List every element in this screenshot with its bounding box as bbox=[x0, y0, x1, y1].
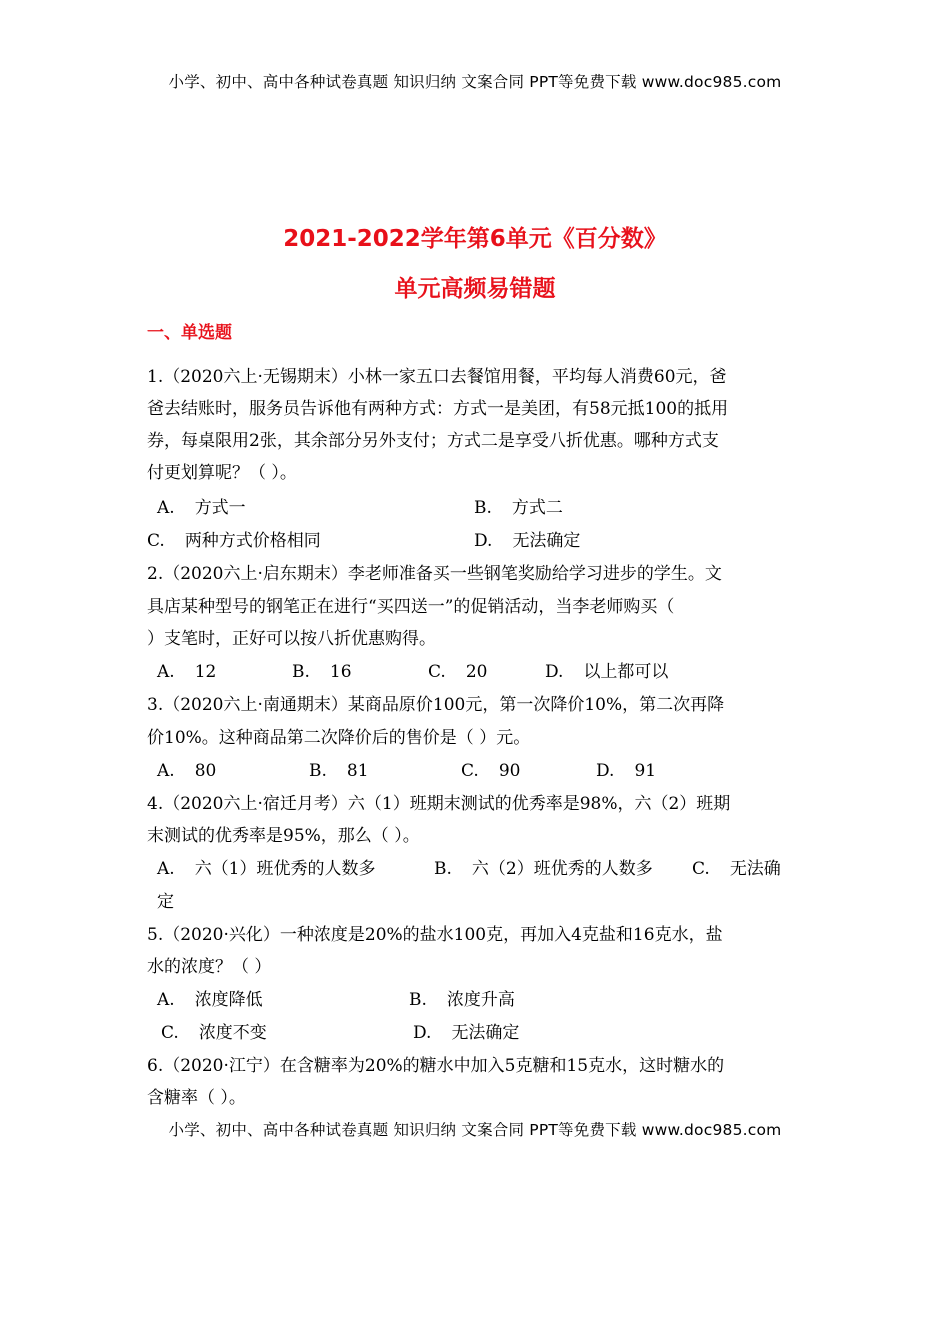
question-line: 价10%。这种商品第二次降价后的售价是（ ）元。 bbox=[147, 728, 531, 748]
option-key: D. bbox=[596, 761, 615, 781]
option-text: 80 bbox=[194, 761, 217, 781]
option-d[interactable] bbox=[474, 530, 580, 552]
question-line: 2.（2020六上·启东期末）李老师准备买一些钢笔奖励给学习进步的学生。文 bbox=[147, 564, 722, 584]
footer-banner: 小学、初中、高中各种试卷真题 知识归纳 文案合同 PPT等免费下载 www.doc985.com bbox=[168, 1121, 782, 1139]
question-line: 5.（2020·兴化）一种浓度是20%的盐水100克，再加入4克盐和16克水，盐 bbox=[147, 925, 723, 945]
question-line: 6.（2020·江宁）在含糖率为20%的糖水中加入5克糖和15克水，这时糖水的 bbox=[147, 1056, 725, 1076]
question-line: 末测试的优秀率是95%，那么（ ）。 bbox=[147, 826, 420, 846]
option-a[interactable] bbox=[157, 760, 216, 782]
option-c[interactable] bbox=[692, 858, 781, 880]
option-key: C. bbox=[461, 761, 479, 781]
question-line: 含糖率（ ）。 bbox=[147, 1088, 246, 1108]
option-d[interactable] bbox=[545, 661, 668, 683]
option-text: 20 bbox=[465, 662, 488, 682]
option-c[interactable] bbox=[428, 661, 487, 683]
option-b[interactable] bbox=[409, 989, 515, 1011]
option-text: 无法确定 bbox=[451, 1023, 520, 1043]
option-text: 16 bbox=[329, 662, 352, 682]
option-key: D. bbox=[474, 531, 493, 551]
option-c[interactable] bbox=[161, 1022, 267, 1044]
option-key: B. bbox=[409, 990, 427, 1010]
option-key: A. bbox=[157, 761, 175, 781]
document-subtitle: 单元高频易错题 bbox=[394, 276, 556, 302]
option-c-continued bbox=[157, 891, 174, 913]
question-line: 具店某种型号的钢笔正在进行“买四送一”的促销活动，当李老师购买（ bbox=[147, 597, 675, 617]
option-a[interactable] bbox=[157, 497, 246, 519]
question-line: 1.（2020六上·无锡期末）小林一家五口去餐馆用餐，平均每人消费60元，爸 bbox=[147, 367, 727, 387]
option-d[interactable] bbox=[596, 760, 656, 782]
option-c[interactable] bbox=[147, 530, 321, 552]
question-line: ）支笔时，正好可以按八折优惠购得。 bbox=[147, 629, 436, 649]
option-text: 六（1）班优秀的人数多 bbox=[194, 859, 376, 879]
option-text: 以上都可以 bbox=[583, 662, 669, 682]
question-line: 3.（2020六上·南通期末）某商品原价100元，第一次降价10%，第二次再降 bbox=[147, 695, 725, 715]
question-line: 付更划算呢？（ ）。 bbox=[147, 463, 297, 483]
question-line: 爸去结账时，服务员告诉他有两种方式：方式一是美团，有58元抵100的抵用 bbox=[147, 399, 729, 419]
option-key: A. bbox=[157, 990, 175, 1010]
question-line: 水的浓度？（ ） bbox=[147, 957, 272, 977]
option-text: 定 bbox=[157, 892, 174, 912]
option-text: 90 bbox=[498, 761, 521, 781]
option-b[interactable] bbox=[292, 661, 352, 683]
option-text: 无法确 bbox=[729, 859, 781, 879]
option-key: A. bbox=[157, 859, 175, 879]
option-key: A. bbox=[157, 498, 175, 518]
option-d[interactable] bbox=[413, 1022, 519, 1044]
header-banner: 小学、初中、高中各种试卷真题 知识归纳 文案合同 PPT等免费下载 www.doc985.com bbox=[168, 73, 782, 91]
option-b[interactable] bbox=[434, 858, 653, 880]
option-a[interactable] bbox=[157, 858, 376, 880]
question-line: 4.（2020六上·宿迁月考）六（1）班期末测试的优秀率是98%，六（2）班期 bbox=[147, 794, 731, 814]
option-key: D. bbox=[413, 1023, 432, 1043]
option-text: 81 bbox=[346, 761, 369, 781]
option-text: 无法确定 bbox=[512, 531, 581, 551]
option-a[interactable] bbox=[157, 989, 263, 1011]
option-key: C. bbox=[428, 662, 446, 682]
option-c[interactable] bbox=[461, 760, 520, 782]
option-b[interactable] bbox=[474, 497, 563, 519]
question-line: 券，每桌限用2张，其余部分另外支付；方式二是享受八折优惠。哪种方式支 bbox=[147, 431, 719, 451]
option-key: B. bbox=[434, 859, 452, 879]
option-text: 方式一 bbox=[194, 498, 246, 518]
option-text: 两种方式价格相同 bbox=[184, 531, 321, 551]
option-key: D. bbox=[545, 662, 564, 682]
option-text: 浓度降低 bbox=[194, 990, 263, 1010]
option-key: C. bbox=[147, 531, 165, 551]
option-text: 六（2）班优秀的人数多 bbox=[471, 859, 653, 879]
option-key: B. bbox=[474, 498, 492, 518]
section-heading: 一、单选题 bbox=[147, 323, 232, 343]
option-key: C. bbox=[692, 859, 710, 879]
option-a[interactable] bbox=[157, 661, 216, 683]
option-b[interactable] bbox=[309, 760, 369, 782]
option-key: B. bbox=[292, 662, 310, 682]
option-text: 12 bbox=[194, 662, 217, 682]
document-title: 2021-2022学年第6单元《百分数》 bbox=[283, 226, 667, 252]
option-text: 方式二 bbox=[511, 498, 563, 518]
option-key: A. bbox=[157, 662, 175, 682]
option-key: C. bbox=[161, 1023, 179, 1043]
option-text: 浓度不变 bbox=[198, 1023, 267, 1043]
option-text: 91 bbox=[634, 761, 657, 781]
option-key: B. bbox=[309, 761, 327, 781]
option-text: 浓度升高 bbox=[446, 990, 515, 1010]
